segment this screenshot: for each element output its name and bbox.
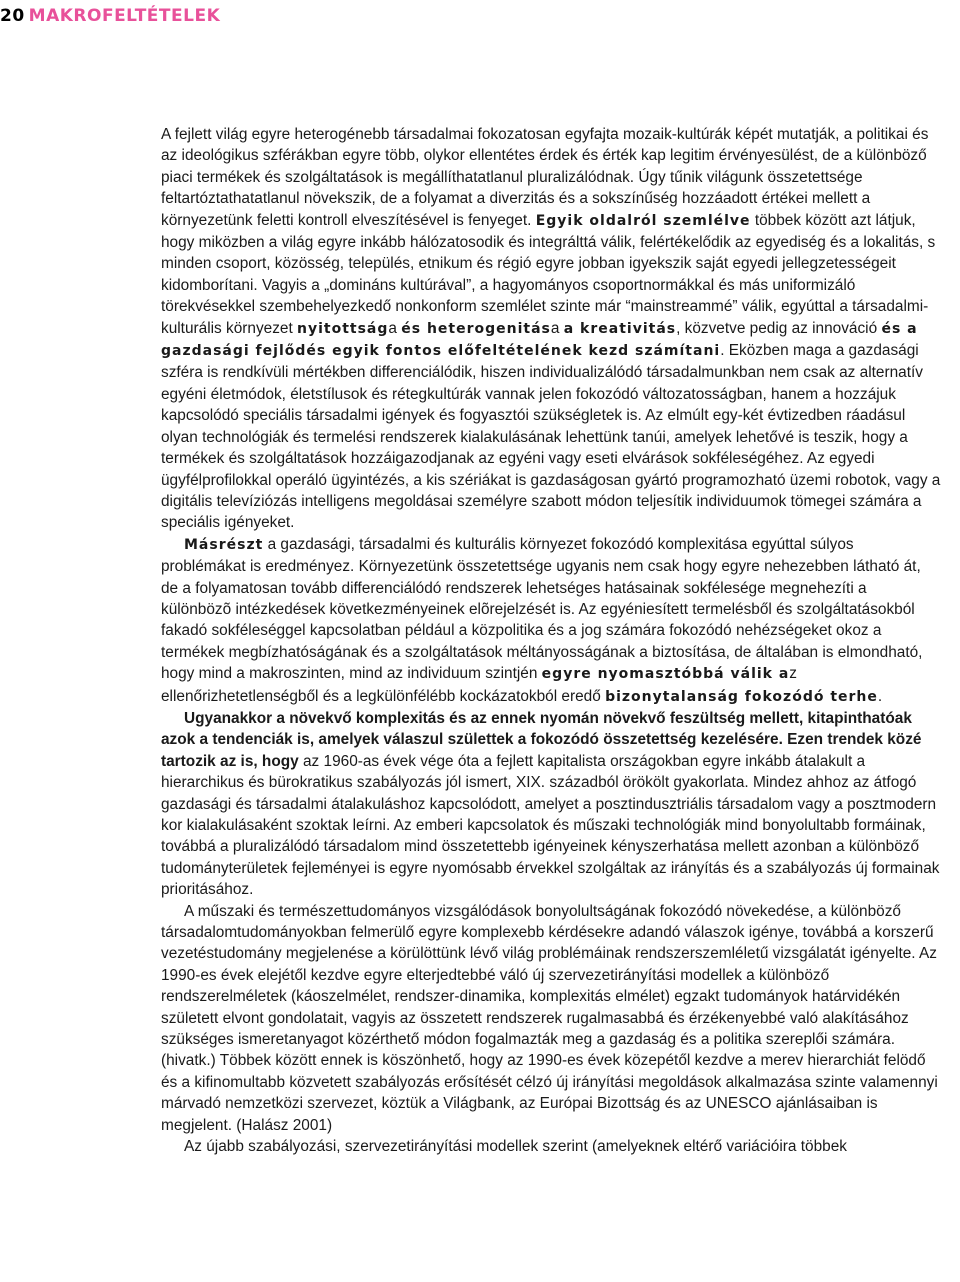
emphasis: egyre nyomasztóbbá válik a: [541, 666, 790, 683]
article-body: [161, 124, 941, 1158]
page-number: 20: [0, 6, 25, 26]
running-header: [0, 6, 220, 26]
emphasis: nyitottság: [297, 320, 389, 337]
emphasis: és heterogenitás: [401, 320, 551, 337]
emphasis: bizonytalanság fokozódó terhe: [605, 688, 878, 705]
paragraph-5: Az újabb szabályozási, szervezetirányítási modellek szerint (amelyeknek eltérő variációira többek: [184, 1138, 847, 1156]
paragraph-3: Ugyanakkor a növekvő komplexitás és az ennek nyomán növekvő feszültség mellett, kitapinthatóak azok a tendenciák is, amelyek válaszul születtek a fokozódó összetettség kezelésére. Ezen trendek közé tartozik az is, hogy az 1960-as évek vége óta a fejlett kapitalista országokban egyre inkább átalakult a hierarchikus és bürokratikus szabályozás jól ismert, XIX. századból örökölt gyakorlata. Mindez ahhoz az átfogó gazdasági és társadalmi átalakuláshoz kapcsolódott, amelyet a posztindusztriális társadalom vagy a posztmodern kor kialakulásaként szoktak leírni. Az emberi kapcsolatok és műszaki technológiák mind bonyolultabb formáinak, továbbá a pluralizálódó társadalom mind összetettebb igényeinek kényszerhatása mellett azonban a különböző tudományterületek fejleményei is egyre nyomósabb érvekkel szolgáltak az irányítás és a szabályozás új formainak prioritásához.: [161, 709, 940, 899]
emphasis: Egyik oldalról szemlélve: [535, 212, 751, 229]
paragraph-4: A műszaki és természettudományos vizsgálódások bonyolultságának fokozódó növekedése, a különböző társadalomtudományokban felmerülő egyre komplexebb kérdésekre adandó válaszok igénye, továbbá a korszerű vezetéstudomány megjelenése a körülöttünk lévő világ problémáinak rendszerszemléletű vizsgálatát igényelte. Az 1990-es évek elejétől kezdve egyre elterjedtebbé váló új szervezetirányítási modellek a különböző rendszerelméletek (káoszelmélet, rendszer-dinamika, komplexitás elmélet) egzakt tudományok határvidékén született elvont gondolatait, vagyis az összetett rendszerek rugalmasabbá és érzékenyebbé való alakításához szükséges ismeretanyagot közérthető módon fogalmazták meg a gazdaság és a politika szereplői számára. (hivatk.) Többek között ennek is köszönhető, hogy az 1990-es évek közepétől kezdve a merev hierarchiát felödő és a kifinomultabb közvetett szabályozás erősítését célzó új irányítási megoldások alkalmazása szinte valamennyi márvadó nemzetközi szervezet, köztük a Világbank, az Európai Bizottság és az UNESCO ajánlásaiban is megjelent. (Halász 2001): [161, 902, 938, 1134]
chapter-title: MAKROFELTÉTELEK: [28, 6, 221, 26]
emphasis: és a gazdasági fejlődés egyik fontos előfeltételének kezd számítani: [161, 320, 918, 360]
emphasis-strong: Ugyanakkor a növekvő komplexitás és az ennek nyomán növekvő feszültség mellett, kitapinthatóak azok a tendenciák is, amelyek válaszul születtek a fokozódó összetettség kezelésére. Ezen trendek közé tartozik az is, hogy: [161, 709, 922, 770]
paragraph-2: Másrészt a gazdasági, társadalmi és kulturális környezet fokozódó komplexitása egyúttal súlyos problémákat is eredményez. Környezetünk összetettsége ugyanis nem csak hogy egyre nehezebben látható át, de a folyamatosan tovább differenciálódó rendszerek lehetséges hatásainak sokfélesége megnehezíti a különbözõ intézkedések következményeinek elõrejelzését is. Az egyéniesített termelésből és szolgáltatásokból fakadó sokféleséggel kapcsolatban például a közpolitika és a jog számára fokozódó nehézségeket okoz a termékek megbízhatóságának és a szolgáltatások méltányosságának a biztosítása, de általában is elmondható, hogy mind a makroszinten, mind az individuum szintjén egyre nyomasztóbbá válik az ellenőrizhetetlenségből és a legkülönfélébb kockázatokból eredő bizonytalanság fokozódó terhe.: [161, 535, 923, 705]
emphasis: Másrészt: [184, 536, 264, 553]
emphasis: a kreativitás: [563, 320, 677, 337]
paragraph-1: A fejlett világ egyre heterogénebb társadalmai fokozatosan egyfajta mozaik-kultúrák képét mutatják, a politikai és az ideológikus szférákban egyre több, olykor ellentétes érdek és érték kap legitim érvényesülést, de a különböző piaci termékek és szolgáltatások is megállíthatatlanul pluralizálódnak. Úgy tűnik világunk összetettsége feltartóztathatatlanul növekszik, de a folyamat a diverzitás és a sokszínűség hozzáadott értékei mellett a környezetünk feletti kontroll elveszítésével is fenyeget. Egyik oldalról szemlélve többek között azt látjuk, hogy miközben a világ egyre inkább hálózatosodik és integrálttá válik, felértékelődik az egyediség és a lokalitás, s minden csoport, közösség, település, etnikum és régió egyre jobban igyekszik saját egyedi jellegzetességeit kidomborítani. Vagyis a „domináns kultúrával”, a hagyományos csoportnormákkal és más uniformizáló törekvésekkel szembehelyezkedő nonkonform szemlélet szinte már “mainstreammé” válik, egyúttal a társadalmi-kulturális környezet nyitottsága és heterogenitása a kreativitás, közvetve pedig az innováció és a gazdasági fejlődés egyik fontos előfeltételének kezd számítani. Eközben maga a gazdasági szféra is rendkívüli mértékben differenciálódik, hiszen individualizálódó társadalmunkban nem csak az alternatív egyéni életmódok, életstílusok és rétegkultúrák vannak jelen fokozódó változatosságban, hanem a hozzájuk kapcsolódó speciális társadalmi igények és fogyasztói szükségletek is. Az elmúlt egy-két évtizedben ráadásul olyan technológiák és termelési rendszerek kialakulásának lehettünk tanúi, amelyek lehetővé is teszik, hogy a termékek és szolgáltatások hozzáigazodjanak az egyéni vagy eseti elvárások sokféleségéhez. Az egyedi ügyfélprofilokkal operáló ügyintézés, a kis szériákat is gazdaságosan gyártó programozható üzemi robotok, vagy a digitális televíziózás intelligens megoldásai személyre szabott módon teljesítik individuumok tömegei számára a speciális igényeket.: [161, 126, 941, 532]
